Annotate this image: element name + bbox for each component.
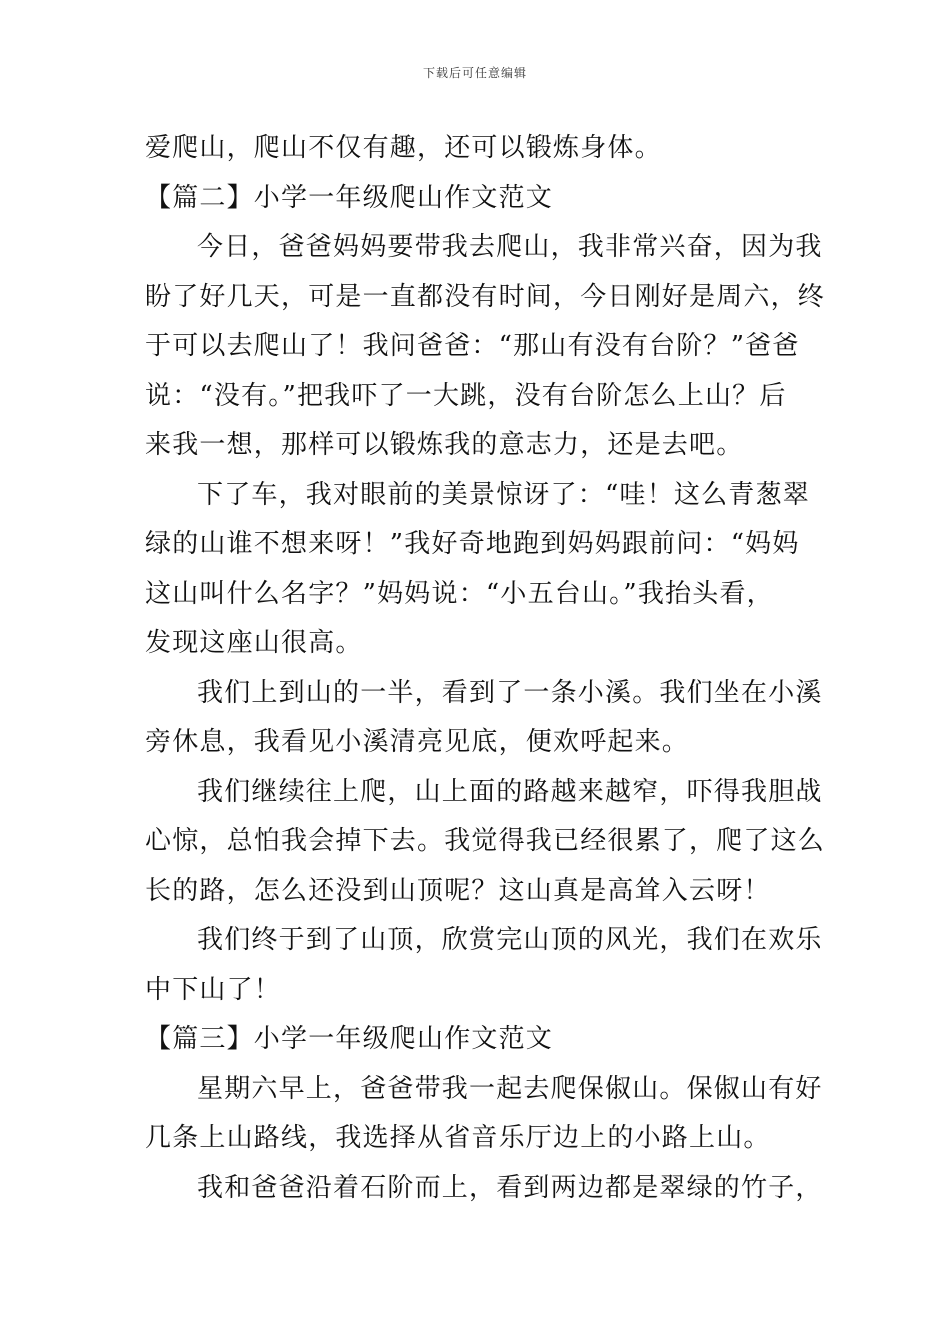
text-line: 中下山了！ bbox=[145, 974, 282, 1005]
text-line: 我和爸爸沿着石阶而上，看到两边都是翠绿的竹子， bbox=[197, 1172, 823, 1203]
text-line: 旁休息，我看见小溪清亮见底，便欢呼起来。 bbox=[145, 727, 690, 757]
section-heading: 【篇二】小学一年级爬山作文范文 bbox=[145, 182, 554, 213]
text-line: 我们继续往上爬，山上面的路越来越窄，吓得我胆战 bbox=[197, 776, 823, 807]
text-line: 于可以去爬山了！我问爸爸：“那山有没有台阶？”爸爸 bbox=[145, 331, 800, 361]
text-line: 下了车，我对眼前的美景惊讶了：“哇！这么青葱翠 bbox=[197, 479, 810, 510]
text-line: 长的路，怎么还没到山顶呢？这山真是高耸入云呀！ bbox=[145, 875, 771, 906]
text-line: 盼了好几天，可是一直都没有时间，今日刚好是周六，终 bbox=[145, 281, 826, 312]
text-line: 我们上到山的一半，看到了一条小溪。我们坐在小溪 bbox=[197, 677, 823, 708]
text-line: 今日，爸爸妈妈要带我去爬山，我非常兴奋，因为我 bbox=[197, 232, 823, 262]
document-body bbox=[145, 124, 826, 1213]
text-line: 几条上山路线，我选择从省音乐厅边上的小路上山。 bbox=[145, 1123, 771, 1153]
text-line: 我们终于到了山顶，欣赏完山顶的风光，我们在欢乐 bbox=[197, 925, 823, 955]
text-line: 发现这座山很高。 bbox=[145, 628, 363, 658]
text-line: 星期六早上，爸爸带我一起去爬保俶山。保俶山有好 bbox=[197, 1073, 823, 1104]
text-line: 来我一想，那样可以锻炼我的意志力，还是去吧。 bbox=[145, 430, 744, 460]
section-heading: 【篇三】小学一年级爬山作文范文 bbox=[145, 1024, 554, 1054]
text-line: 心惊，总怕我会掉下去。我觉得我已经很累了，爬了这么 bbox=[145, 826, 826, 856]
text-line: 说：“没有。”把我吓了一大跳，没有台阶怎么上山？后 bbox=[145, 380, 787, 411]
text-line: 绿的山谁不想来呀！”我好奇地跑到妈妈跟前问：“妈妈 bbox=[145, 529, 800, 559]
text-line: 爱爬山，爬山不仅有趣，还可以锻炼身体。 bbox=[145, 133, 662, 163]
text-line: 这山叫什么名字？”妈妈说：“小五台山。”我抬头看， bbox=[145, 578, 774, 609]
page-header: 下载后可任意编辑 bbox=[422, 66, 527, 80]
